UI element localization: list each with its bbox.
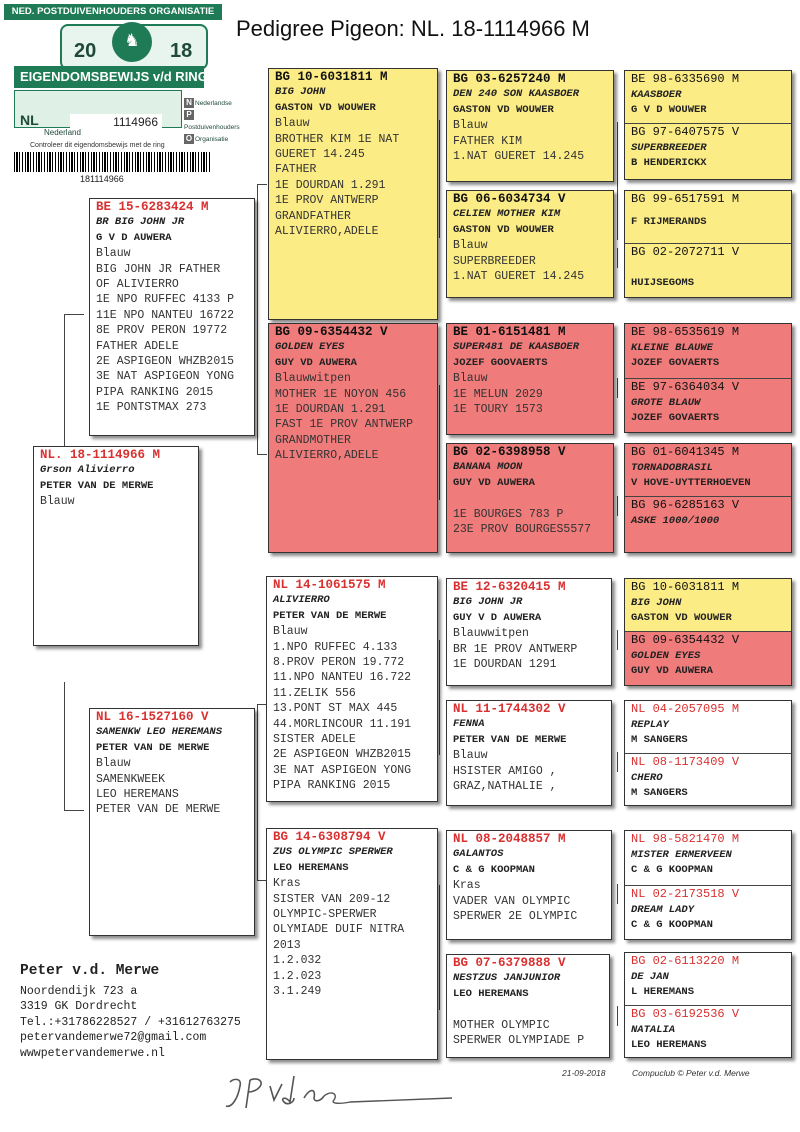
pigeon-name: KLEINE BLAUWE	[631, 341, 713, 354]
ring-number: BG 09-6354432 V	[275, 325, 388, 339]
breeder-name: G V D AUWERA	[96, 231, 172, 244]
ring-number: NL 08-1173409 V	[631, 755, 740, 769]
note-line: 3E NAT ASPIGEON YONG	[96, 370, 235, 384]
connector-line	[439, 885, 440, 1010]
pigeon-card-g13[interactable]	[625, 831, 791, 885]
pigeon-color: Blauw	[453, 749, 488, 763]
pigeon-name: GALANTOS	[453, 848, 504, 861]
note-line: SISTER ADELE	[273, 733, 356, 747]
ring-card-ownership: EIGENDOMSBEWIJS v/d RING	[14, 66, 204, 88]
pigeon-color: Blauw	[453, 239, 488, 253]
breeder-name: JOZEF GOVAERTS	[631, 357, 720, 369]
note-line: 3.1.249	[273, 985, 322, 999]
note-line: 11.NPO NANTEU 16.722	[273, 671, 412, 685]
note-line: PIPA RANKING 2015	[96, 385, 214, 399]
print-date: 21-09-2018	[562, 1068, 606, 1078]
ring-number: BG 99-6517591 M	[631, 192, 740, 206]
breeder-name: PETER VAN DE MERWE	[96, 741, 210, 754]
breeder-name: HUIJSEGOMS	[631, 277, 695, 289]
connector-line	[257, 704, 258, 880]
note-line: FAST 1E PROV ANTWERP	[275, 418, 414, 432]
pigeon-card-fmf[interactable]	[446, 323, 614, 435]
pigeon-card-g5[interactable]	[625, 324, 791, 378]
pigeon-name: CHERO	[631, 771, 663, 784]
pigeon-card-fmm[interactable]	[446, 443, 614, 553]
note-line: 1E DOURDAN 1291	[453, 658, 557, 672]
note-line: BIG JOHN JR FATHER	[96, 262, 221, 276]
pigeon-name: GOLDEN EYES	[631, 649, 701, 662]
breeder-name: JOZEF GOVAERTS	[631, 412, 720, 424]
ring-number: BE 01-6151481 M	[453, 325, 566, 339]
pigeon-card-g12[interactable]	[625, 753, 791, 806]
connector-line	[617, 496, 618, 516]
pigeon-card-mm[interactable]	[266, 828, 438, 1060]
breeder-contact-name: Peter v.d. Merwe	[20, 963, 160, 979]
note-line: 1E TOURY 1573	[453, 403, 543, 417]
note-line: 44.MORLINCOUR 11.191	[273, 717, 412, 731]
ring-number: BG 01-6041345 M	[631, 445, 740, 459]
pigeon-color: Blauwwitpen	[275, 372, 351, 386]
connector-line	[439, 120, 440, 238]
pigeon-name: ASKE 1000/1000	[631, 514, 720, 527]
pigeon-card-g9[interactable]	[625, 579, 791, 631]
pigeon-name: DEN 240 SON KAASBOER	[453, 88, 580, 101]
pigeon-card-pair-8[interactable]	[624, 952, 792, 1058]
breeder-name: C & G KOOPMAN	[631, 864, 713, 876]
pigeon-card-fff[interactable]	[446, 70, 614, 182]
breeder-name: LEO HEREMANS	[453, 987, 529, 1000]
note-line: OF ALIVIERRO	[96, 278, 179, 292]
ring-number: BG 02-2072711 V	[631, 245, 740, 259]
pigeon-color: Blauw	[96, 247, 131, 261]
ring-number: BG 03-6257240 M	[453, 72, 566, 86]
ring-number: BE 97-6364034 V	[631, 380, 740, 394]
pigeon-card-fm[interactable]	[268, 323, 438, 553]
ring-number: NL 08-2048857 M	[453, 832, 566, 846]
pigeon-card-mff[interactable]	[446, 578, 612, 686]
ring-card-country: NL	[20, 112, 39, 128]
footer-credit: Compuclub © Peter v.d. Merwe	[632, 1068, 750, 1078]
note-line: OLYMPIC-SPERWER	[273, 908, 377, 922]
pigeon-card-mother[interactable]	[89, 708, 255, 936]
pigeon-name: BANANA MOON	[453, 461, 523, 474]
breeder-name: LEO HEREMANS	[273, 861, 349, 874]
note-line: 1.2.023	[273, 969, 322, 983]
connector-line	[64, 314, 65, 446]
breeder-name: GUY V D AUWERA	[453, 611, 542, 624]
connector-line	[64, 810, 84, 811]
note-line: 8E PROV PERON 19772	[96, 324, 228, 338]
note-line: GRANDMOTHER	[275, 433, 351, 447]
ring-card-number: 1114966	[70, 114, 162, 130]
pigeon-name: SAMENKW LEO HEREMANS	[96, 726, 223, 739]
pigeon-color: Blauwwitpen	[453, 627, 529, 641]
ring-card-header: NED. POSTDUIVENHOUDERS ORGANISATIE	[4, 4, 222, 20]
pigeon-card-pair-6[interactable]	[624, 700, 792, 806]
note-line: LEO HEREMANS	[96, 788, 179, 802]
breeder-name: PETER VAN DE MERWE	[40, 479, 154, 492]
connector-line	[439, 385, 440, 500]
breeder-name: LEO HEREMANS	[631, 1039, 707, 1051]
pigeon-card-g10[interactable]	[625, 631, 791, 686]
note-line: FATHER ADELE	[96, 339, 179, 353]
connector-line	[439, 640, 440, 755]
breeder-name: JOZEF GOOVAERTS	[453, 356, 548, 369]
connector-line	[617, 122, 618, 240]
pigeon-card-g6[interactable]	[625, 378, 791, 433]
breeder-name: GUY VD AUWERA	[453, 476, 535, 489]
barcode	[14, 152, 210, 172]
pigeon-card-g7[interactable]	[625, 444, 791, 496]
pigeon-color: Blauw	[96, 757, 131, 771]
note-line: GRAZ,NATHALIE ,	[453, 780, 557, 794]
note-line: 1.NAT GUERET 14.245	[453, 150, 585, 164]
pigeon-card-pair-5[interactable]	[624, 578, 792, 686]
ring-number: NL 11-1744302 V	[453, 702, 566, 716]
pigeon-color: Blauw	[273, 625, 308, 639]
note-line: 2013	[273, 938, 301, 952]
pigeon-name: FENNA	[453, 718, 485, 731]
note-line: PIPA RANKING 2015	[273, 779, 391, 793]
breeder-name: F RIJMERANDS	[631, 216, 707, 228]
note-line: 1.2.032	[273, 954, 322, 968]
note-line: BR 1E PROV ANTWERP	[453, 642, 578, 656]
pigeon-color: Blauw	[275, 117, 310, 131]
pigeon-name: Grson Alivierro	[40, 464, 135, 477]
note-line: FATHER	[275, 163, 317, 177]
lion-emblem-icon: ♞	[112, 22, 152, 62]
breeder-address: Noordendijk 723 a	[20, 984, 138, 998]
pigeon-card-g16[interactable]	[625, 1005, 791, 1058]
pigeon-color: Kras	[453, 879, 481, 893]
note-line: FATHER KIM	[453, 134, 523, 148]
pigeon-card-pair-7[interactable]	[624, 830, 792, 940]
pigeon-name	[631, 261, 785, 277]
ring-number: BG 02-6113220 M	[631, 954, 740, 968]
npo-logo: N Nederlandse PPostduivenhouders O Organisatie	[184, 98, 240, 143]
connector-line	[617, 248, 618, 268]
ring-number: BG 10-6031811 M	[275, 70, 388, 84]
ring-card-control-text: Controleer dit eigendomsbewijs met de ring	[30, 142, 165, 149]
breeder-name: GASTON VD WOUWER	[453, 103, 554, 116]
pigeon-card-pair-1[interactable]	[624, 70, 792, 180]
note-line: 1E MELUN 2029	[453, 387, 543, 401]
pigeon-color: Blauw	[453, 372, 488, 386]
note-line: 11.ZELIK 556	[273, 686, 356, 700]
handwritten-signature	[220, 1068, 460, 1118]
pigeon-card-pair-4[interactable]	[624, 443, 792, 553]
pigeon-name: ZUS OLYMPIC SPERWER	[273, 846, 393, 859]
note-line: 1E DOURDAN 1.291	[275, 178, 386, 192]
pigeon-card-g4[interactable]	[625, 243, 791, 298]
breeder-name: PETER VAN DE MERWE	[453, 733, 567, 746]
ring-number: NL. 18-1114966 M	[40, 448, 161, 462]
breeder-email[interactable]: petervandemerwe72@gmail.com	[20, 1031, 207, 1045]
note-line: 13.PONT ST MAX 445	[273, 702, 398, 716]
connector-line	[257, 184, 267, 185]
ring-number: NL 98-5821470 M	[631, 832, 740, 846]
pigeon-name: CELIEN MOTHER KIM	[453, 208, 561, 221]
pigeon-card-g1[interactable]	[625, 71, 791, 123]
pigeon-name: SUPERBREEDER	[631, 141, 707, 154]
ring-number: BG 07-6379888 V	[453, 956, 566, 970]
note-line: MOTHER 1E NOYON 456	[275, 387, 407, 401]
breeder-name: C & G KOOPMAN	[631, 919, 713, 931]
ring-card-year-right: 18	[170, 40, 193, 62]
pigeon-color: Blauw	[453, 119, 488, 133]
connector-line	[257, 454, 267, 455]
pigeon-name: GROTE BLAUW	[631, 396, 701, 409]
pigeon-card-ff[interactable]	[268, 68, 438, 320]
pigeon-card-g15[interactable]	[625, 953, 791, 1005]
pigeon-color: Kras	[273, 877, 301, 891]
pigeon-name: DE JAN	[631, 970, 669, 983]
note-line: HSISTER AMIGO ,	[453, 764, 557, 778]
pigeon-card-subject[interactable]	[33, 446, 199, 646]
pigeon-name: BR BIG JOHN JR	[96, 216, 185, 229]
pigeon-card-g2[interactable]	[625, 123, 791, 180]
pigeon-name: BIG JOHN	[275, 86, 326, 99]
note-line: GUERET 14.245	[275, 148, 365, 162]
connector-line	[617, 378, 618, 398]
pigeon-name: TORNADOBRASIL	[631, 461, 713, 474]
pigeon-name: MISTER ERMERVEEN	[631, 848, 732, 861]
breeder-name: L HEREMANS	[631, 986, 695, 998]
pigeon-card-mmf[interactable]	[446, 830, 612, 940]
note-line: 2E ASPIGEON WHZB2015	[273, 748, 412, 762]
note-line: PETER VAN DE MERWE	[96, 803, 221, 817]
note-line: OLYMIADE DUIF NITRA	[273, 923, 405, 937]
pigeon-card-mfm[interactable]	[446, 700, 612, 806]
pigeon-name: DREAM LADY	[631, 903, 695, 916]
note-line: 1E PONTSTMAX 273	[96, 401, 207, 415]
connector-line	[617, 1006, 618, 1026]
breeder-name: GASTON VD WOUWER	[631, 612, 732, 624]
ring-number: BE 15-6283424 M	[96, 200, 209, 214]
note-line: SPERWER OLYMPIADE P	[453, 1034, 585, 1048]
ring-number: NL 04-2057095 M	[631, 702, 740, 716]
breeder-website[interactable]: wwwpetervandemerwe.nl	[20, 1046, 165, 1060]
breeder-city: 3319 GK Dordrecht	[20, 1000, 138, 1014]
ring-number: BE 12-6320415 M	[453, 580, 566, 594]
pigeon-card-ffm[interactable]	[446, 190, 614, 298]
note-line: 2E ASPIGEON WHZB2015	[96, 355, 235, 369]
ring-card-year-left: 20	[74, 40, 97, 62]
connector-line	[64, 314, 84, 315]
note-line: 3E NAT ASPIGEON YONG	[273, 763, 412, 777]
ring-number: BG 03-6192536 V	[631, 1007, 740, 1021]
ring-number: BG 10-6031811 M	[631, 580, 740, 594]
pigeon-name: GOLDEN EYES	[275, 341, 345, 354]
pigeon-card-g3[interactable]	[625, 191, 791, 243]
pigeon-color	[453, 491, 607, 506]
breeder-phone: Tel.:+31786228527 / +31612763275	[20, 1015, 241, 1029]
breeder-contact-block	[20, 964, 241, 1062]
note-line: 1.NAT GUERET 14.245	[453, 270, 585, 284]
pigeon-card-g11[interactable]	[625, 701, 791, 753]
pigeon-name: BIG JOHN JR	[453, 596, 523, 609]
breeder-name: GUY VD AUWERA	[631, 665, 713, 677]
breeder-name: GASTON VD WOUWER	[453, 223, 554, 236]
connector-line	[617, 630, 618, 650]
note-line: SAMENKWEEK	[96, 772, 166, 786]
pigeon-name: NESTZUS JANJUNIOR	[453, 972, 561, 985]
connector-line	[64, 682, 65, 810]
breeder-name: GUY VD AUWERA	[275, 356, 357, 369]
note-line: 11E NPO NANTEU 16722	[96, 308, 235, 322]
pigeon-name: SUPER481 DE KAASBOER	[453, 341, 580, 354]
pigeon-name: REPLAY	[631, 718, 669, 731]
note-line: 1E NPO RUFFEC 4133 P	[96, 293, 235, 307]
pigeon-card-pair-3[interactable]	[624, 323, 792, 433]
pigeon-name: BIG JOHN	[631, 596, 682, 609]
note-line: 1.NPO RUFFEC 4.133	[273, 640, 398, 654]
note-line: SPERWER 2E OLYMPIC	[453, 910, 578, 924]
ring-number: BE 98-6335690 M	[631, 72, 740, 86]
pigeon-name: NATALIA	[631, 1023, 676, 1036]
note-line: 1E DOURDAN 1.291	[275, 403, 386, 417]
ring-number: NL 14-1061575 M	[273, 578, 386, 592]
pigeon-card-mf[interactable]	[266, 576, 438, 802]
ring-number: BG 96-6285163 V	[631, 498, 740, 512]
ring-card-country-name: Nederland	[44, 128, 81, 137]
breeder-name: C & G KOOPMAN	[453, 863, 535, 876]
ring-number: BG 09-6354432 V	[631, 633, 740, 647]
note-line: GRANDFATHER	[275, 209, 351, 223]
note-line: 1E PROV ANTWERP	[275, 194, 379, 208]
pigeon-color	[453, 1002, 603, 1017]
pigeon-card-g14[interactable]	[625, 885, 791, 940]
pigeon-card-father[interactable]	[89, 198, 255, 436]
connector-line	[617, 752, 618, 772]
pigeon-card-g8[interactable]	[625, 496, 791, 553]
ring-ownership-card	[0, 0, 240, 187]
note-line: 8.PROV PERON 19.772	[273, 656, 405, 670]
ring-number: BE 98-6535619 M	[631, 325, 740, 339]
note-line: MOTHER OLYMPIC	[453, 1018, 550, 1032]
breeder-name: PETER VAN DE MERWE	[273, 609, 387, 622]
breeder-name: V HOVE-UYTTERHOEVEN	[631, 477, 751, 489]
breeder-name: B HENDERICKX	[631, 157, 707, 169]
note-line: 1E BOURGES 783 P	[453, 507, 564, 521]
note-line: BROTHER KIM 1E NAT	[275, 132, 400, 146]
pigeon-card-mmm[interactable]	[446, 954, 610, 1058]
note-line: ALIVIERRO,ADELE	[275, 225, 379, 239]
ring-number: NL 02-2173518 V	[631, 887, 740, 901]
ring-number: BG 14-6308794 V	[273, 830, 386, 844]
ring-number: NL 16-1527160 V	[96, 710, 209, 724]
breeder-name: M SANGERS	[631, 787, 688, 799]
page-title: Pedigree Pigeon: NL. 18-1114966 M	[236, 16, 590, 41]
note-line: SUPERBREEDER	[453, 254, 536, 268]
ring-number: BG 06-6034734 V	[453, 192, 566, 206]
connector-line	[617, 884, 618, 904]
connector-line	[257, 184, 258, 454]
note-line: ALIVIERRO,ADELE	[275, 449, 379, 463]
barcode-number: 181114966	[80, 174, 124, 184]
note-line: VADER VAN OLYMPIC	[453, 894, 571, 908]
ring-number: BG 02-6398958 V	[453, 445, 566, 459]
pigeon-name: ALIVIERRO	[273, 594, 330, 607]
pigeon-name: KAASBOER	[631, 88, 682, 101]
breeder-name: G V D WOUWER	[631, 104, 707, 116]
breeder-name: M SANGERS	[631, 734, 688, 746]
ring-number: BG 97-6407575 V	[631, 125, 740, 139]
note-line: 23E PROV BOURGES5577	[453, 523, 592, 537]
breeder-name: GASTON VD WOUWER	[275, 101, 376, 114]
pigeon-color: Blauw	[40, 495, 75, 509]
note-line: SISTER VAN 209-12	[273, 892, 391, 906]
pigeon-card-pair-2[interactable]	[624, 190, 792, 298]
